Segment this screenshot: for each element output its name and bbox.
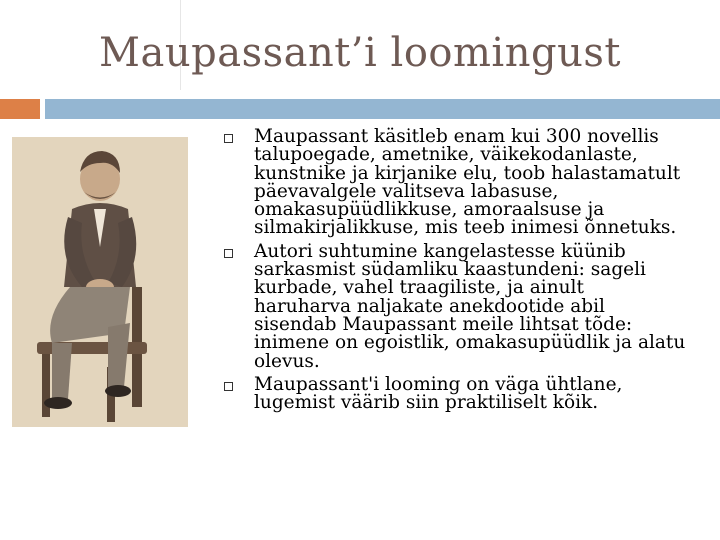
bullet-text: Autori suhtumine kangelastesse küünib sarkasmist südamliku kaastundeni: sageli kurbade, vahel traagiliste, ja ainult haruharva naljakate anekdootide abil sisendab Maupassant meile lihtsat tõde: inimene on egoistlik, omakasupüüdlik ja alatu olevus. <box>254 240 686 372</box>
bullet-item <box>216 373 686 414</box>
square-bullet-icon <box>224 134 233 143</box>
bullet-text: Maupassant'i looming on väga ühtlane, lugemist väärib siin praktiliselt kõik. <box>254 373 623 414</box>
bullet-text: Maupassant käsitleb enam kui 300 novellis talupoegade, ametnike, väikekodanlaste, kunstnike ja kirjanike elu, toob halastamatult päevavalgele valitseva labasuse, omakasupüüdlikkuse, amoraalsuse ja silmakirjalikkuse, mis teeb inimesi õnnetuks. <box>254 126 681 239</box>
accent-bar-orange <box>0 99 40 119</box>
bullet-list <box>216 128 686 417</box>
portrait-illustration <box>12 137 188 427</box>
accent-bar-blue <box>45 99 720 119</box>
bullet-item <box>216 240 686 372</box>
square-bullet-icon <box>224 249 233 258</box>
portrait-photo <box>12 137 188 427</box>
slide-title: Maupassant’i loomingust <box>99 30 621 76</box>
bullet-item <box>216 128 686 238</box>
square-bullet-icon <box>224 382 233 391</box>
